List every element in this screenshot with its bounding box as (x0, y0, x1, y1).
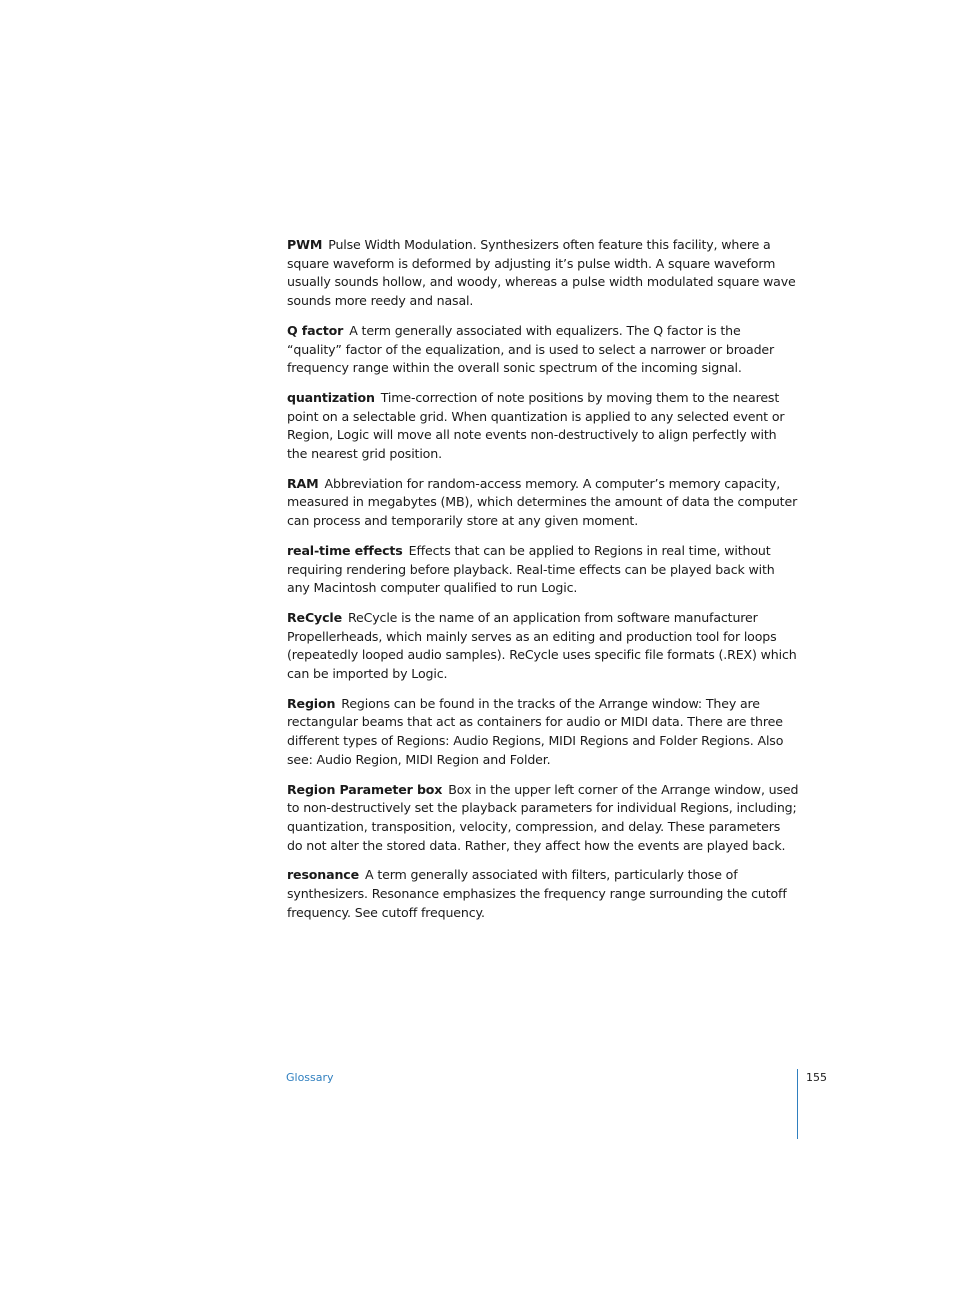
glossary-entry-resonance (287, 866, 799, 922)
entry-definition: Effects that can be applied to Regions in real time, without requiring rendering before playback. Real-time effects can be played back with any Macintosh computer qualified to run Logic. (287, 542, 775, 596)
footer-divider (797, 1069, 798, 1139)
entry-definition: Pulse Width Modulation. Synthesizers often feature this facility, where a square waveform is deformed by adjusting it’s pulse width. A square waveform usually sounds hollow, and woody, whereas a pulse width modulated square wave sounds more reedy and nasal. (287, 237, 796, 309)
entry-term: quantization (287, 389, 375, 405)
glossary-entry-pwm (287, 236, 799, 311)
glossary-entry-recycle (287, 609, 799, 684)
glossary-entry-ram (287, 475, 799, 531)
entry-definition: A term generally associated with filters, particularly those of synthesizers. Resonance emphasizes the frequency range surrounding the cutoff frequency. See cutoff frequency. (287, 867, 787, 920)
entry-term: RAM (287, 475, 319, 491)
entry-term: Region Parameter box (287, 781, 443, 797)
entry-definition: Regions can be found in the tracks of the Arrange window: They are rectangular beams that act as containers for audio or MIDI data. There are three different types of Regions: Audio Regions, MIDI Regions and Folder Regions. Also see: Audio Region, MIDI Region and Folder. (287, 695, 784, 767)
footer-section-label: Glossary (286, 1071, 334, 1084)
entry-term: real-time effects (287, 542, 403, 558)
glossary-entry-real-time-effects (287, 542, 799, 598)
entry-definition: A term generally associated with equalizers. The Q factor is the “quality” factor of the equalization, and is used to select a narrower or broader frequency range within the overall sonic spectrum of the incoming signal. (287, 322, 775, 376)
entry-term: Region (287, 695, 336, 711)
entry-definition: Abbreviation for random-access memory. A computer’s memory capacity, measured in megabytes (MB), which determines the amount of data the computer can process and temporarily store at any given moment. (287, 475, 798, 529)
entry-term: ReCycle (287, 609, 342, 625)
glossary-entry-q-factor (287, 322, 799, 378)
glossary-entry-region (287, 695, 799, 770)
entry-definition: Box in the upper left corner of the Arrange window, used to non-destructively set the playback parameters for individual Regions, including; quantization, transposition, velocity, compression, and delay. These parameters do not alter the stored data. Rather, they affect how the events are played back. (287, 781, 799, 853)
entry-definition: ReCycle is the name of an application from software manufacturer Propellerheads, which mainly serves as an editing and production tool for loops (repeatedly looped audio samples). ReCycle uses specific file formats (.REX) which can be imported by Logic. (287, 609, 797, 682)
glossary-entry-region-parameter-box (287, 781, 799, 856)
entry-term: PWM (287, 237, 323, 252)
glossary-entry-quantization (287, 389, 799, 464)
entry-term: resonance (287, 867, 359, 883)
entry-definition: Time-correction of note positions by moving them to the nearest point on a selectable grid. When quantization is applied to any selected event or Region, Logic will move all note events non-destructively to align perfectly with the nearest grid position. (287, 389, 785, 462)
page-number: 155 (806, 1071, 827, 1084)
entry-term: Q factor (287, 322, 344, 338)
glossary-content (287, 236, 799, 934)
